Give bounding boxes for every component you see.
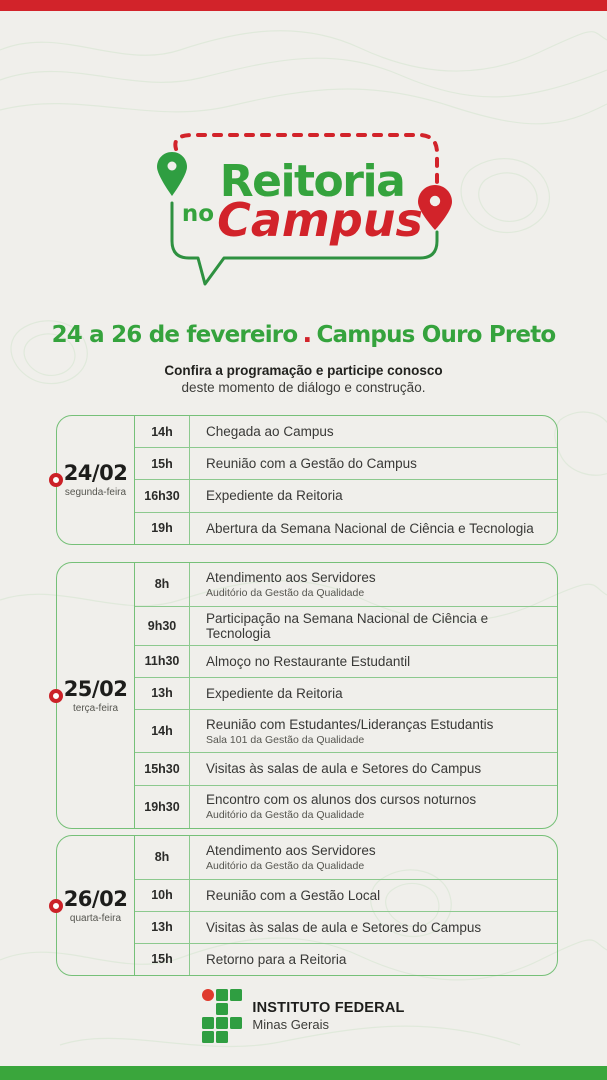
time-cell: 15h30 bbox=[135, 753, 190, 784]
logo-title-reitoria: Reitoria bbox=[219, 156, 405, 207]
schedule-row bbox=[135, 911, 557, 943]
date-column bbox=[57, 416, 135, 544]
event-cell bbox=[190, 944, 557, 975]
event-cell bbox=[190, 416, 557, 447]
schedule-rows bbox=[135, 563, 557, 828]
ifmg-logo-text bbox=[252, 1000, 404, 1032]
heading-dates: 24 a 26 de fevereiro bbox=[51, 322, 298, 348]
event-location: Auditório da Gestão da Qualidade bbox=[206, 859, 365, 872]
if-logo-square bbox=[202, 1031, 214, 1043]
event-cell bbox=[190, 448, 557, 479]
event-location: Auditório da Gestão da Qualidade bbox=[206, 586, 365, 599]
event-title: Almoço no Restaurante Estudantil bbox=[206, 653, 411, 669]
schedule-card bbox=[56, 562, 558, 829]
event-title: Chegada ao Campus bbox=[206, 424, 334, 440]
if-logo-empty-cell bbox=[230, 1031, 242, 1043]
time-cell: 14h bbox=[135, 416, 190, 447]
schedule-row bbox=[135, 785, 557, 829]
weekday-label: quarta-feira bbox=[69, 913, 122, 925]
if-logo-square bbox=[216, 1031, 228, 1043]
timeline-dot-icon bbox=[49, 899, 63, 913]
event-cell bbox=[190, 836, 557, 879]
event-cell bbox=[190, 753, 557, 784]
event-title: Visitas às salas de aula e Setores do Campus bbox=[206, 919, 482, 935]
event-cell bbox=[190, 786, 557, 829]
subtitle bbox=[0, 362, 607, 396]
if-logo-square bbox=[216, 1003, 228, 1015]
institution-region: Minas Gerais bbox=[252, 1017, 329, 1032]
if-logo-square bbox=[230, 1017, 242, 1029]
schedule-row bbox=[135, 606, 557, 645]
event-title: Expediente da Reitoria bbox=[206, 488, 343, 504]
if-logo-empty-cell bbox=[202, 1003, 214, 1015]
reitoria-no-campus-logo bbox=[0, 0, 607, 310]
date-label: 25/02 bbox=[63, 677, 128, 702]
event-cell bbox=[190, 710, 557, 753]
if-logo-dot bbox=[202, 989, 214, 1001]
time-cell: 13h bbox=[135, 912, 190, 943]
event-cell bbox=[190, 646, 557, 677]
time-cell: 8h bbox=[135, 836, 190, 879]
event-title: Visitas às salas de aula e Setores do Campus bbox=[206, 761, 482, 777]
schedule-row bbox=[135, 709, 557, 753]
schedule-rows bbox=[135, 836, 557, 975]
time-cell: 19h bbox=[135, 513, 190, 544]
if-logo-square bbox=[216, 989, 228, 1001]
schedule-card bbox=[56, 415, 558, 545]
time-cell: 11h30 bbox=[135, 646, 190, 677]
time-cell: 19h30 bbox=[135, 786, 190, 829]
time-cell: 15h bbox=[135, 944, 190, 975]
event-title: Encontro com os alunos dos cursos noturnos bbox=[206, 792, 477, 808]
event-title: Abertura da Semana Nacional de Ciência e Tecnologia bbox=[206, 520, 534, 536]
schedule-row bbox=[135, 836, 557, 879]
event-cell bbox=[190, 607, 557, 645]
date-label: 24/02 bbox=[63, 461, 128, 486]
time-cell: 15h bbox=[135, 448, 190, 479]
schedule-row bbox=[135, 752, 557, 784]
event-title: Reunião com a Gestão do Campus bbox=[206, 456, 417, 472]
ifmg-footer bbox=[0, 984, 607, 1048]
schedule-card bbox=[56, 835, 558, 976]
schedule-row bbox=[135, 563, 557, 606]
timeline-dot-icon bbox=[49, 689, 63, 703]
date-column bbox=[57, 836, 135, 975]
schedule-row bbox=[135, 879, 557, 911]
schedule-row bbox=[135, 512, 557, 544]
subtitle-line1: Confira a programação e participe conosco bbox=[164, 363, 443, 378]
ifmg-logo-icon bbox=[202, 989, 242, 1043]
if-logo-square bbox=[202, 1017, 214, 1029]
logo-title-no: no bbox=[181, 201, 215, 227]
event-title: Expediente da Reitoria bbox=[206, 685, 343, 701]
time-cell: 14h bbox=[135, 710, 190, 753]
event-cell bbox=[190, 880, 557, 911]
institution-name: INSTITUTO FEDERAL bbox=[252, 1000, 405, 1016]
event-dates-heading bbox=[0, 318, 607, 351]
event-title: Reunião com Estudantes/Lideranças Estudantis bbox=[206, 716, 494, 732]
event-cell bbox=[190, 513, 557, 544]
red-map-pin-icon bbox=[418, 185, 452, 230]
event-title: Atendimento aos Servidores bbox=[206, 842, 376, 858]
event-cell bbox=[190, 563, 557, 606]
bottom-green-bar bbox=[0, 1066, 607, 1080]
if-logo-square bbox=[216, 1017, 228, 1029]
time-cell: 13h bbox=[135, 678, 190, 709]
heading-red-dot: . bbox=[302, 319, 312, 349]
logo-title-campus: Campus bbox=[217, 193, 423, 247]
event-title: Reunião com a Gestão Local bbox=[206, 887, 381, 903]
weekday-label: segunda-feira bbox=[64, 487, 127, 499]
weekday-label: terça-feira bbox=[72, 703, 118, 715]
event-cell bbox=[190, 678, 557, 709]
event-title: Atendimento aos Servidores bbox=[206, 569, 376, 585]
event-location: Auditório da Gestão da Qualidade bbox=[206, 809, 365, 822]
event-title: Retorno para a Reitoria bbox=[206, 951, 347, 967]
if-logo-square bbox=[230, 989, 242, 1001]
schedule-row bbox=[135, 416, 557, 447]
event-cell bbox=[190, 480, 557, 511]
event-cell bbox=[190, 912, 557, 943]
date-column bbox=[57, 563, 135, 828]
heading-campus: Campus Ouro Preto bbox=[316, 322, 556, 348]
subtitle-line2: deste momento de diálogo e construção. bbox=[181, 380, 426, 395]
date-label: 26/02 bbox=[63, 887, 128, 912]
timeline-dot-icon bbox=[49, 473, 63, 487]
schedule-rows bbox=[135, 416, 557, 544]
event-title: Participação na Semana Nacional de Ciência e Tecnologia bbox=[206, 610, 489, 641]
time-cell: 8h bbox=[135, 563, 190, 606]
schedule-row bbox=[135, 677, 557, 709]
time-cell: 9h30 bbox=[135, 607, 190, 645]
time-cell: 10h bbox=[135, 880, 190, 911]
green-map-pin-icon bbox=[157, 152, 187, 196]
schedule-row bbox=[135, 943, 557, 975]
schedule-row bbox=[135, 645, 557, 677]
schedule-row bbox=[135, 447, 557, 479]
schedule-row bbox=[135, 479, 557, 511]
time-cell: 16h30 bbox=[135, 480, 190, 511]
event-location: Sala 101 da Gestão da Qualidade bbox=[206, 733, 365, 746]
if-logo-empty-cell bbox=[230, 1003, 242, 1015]
